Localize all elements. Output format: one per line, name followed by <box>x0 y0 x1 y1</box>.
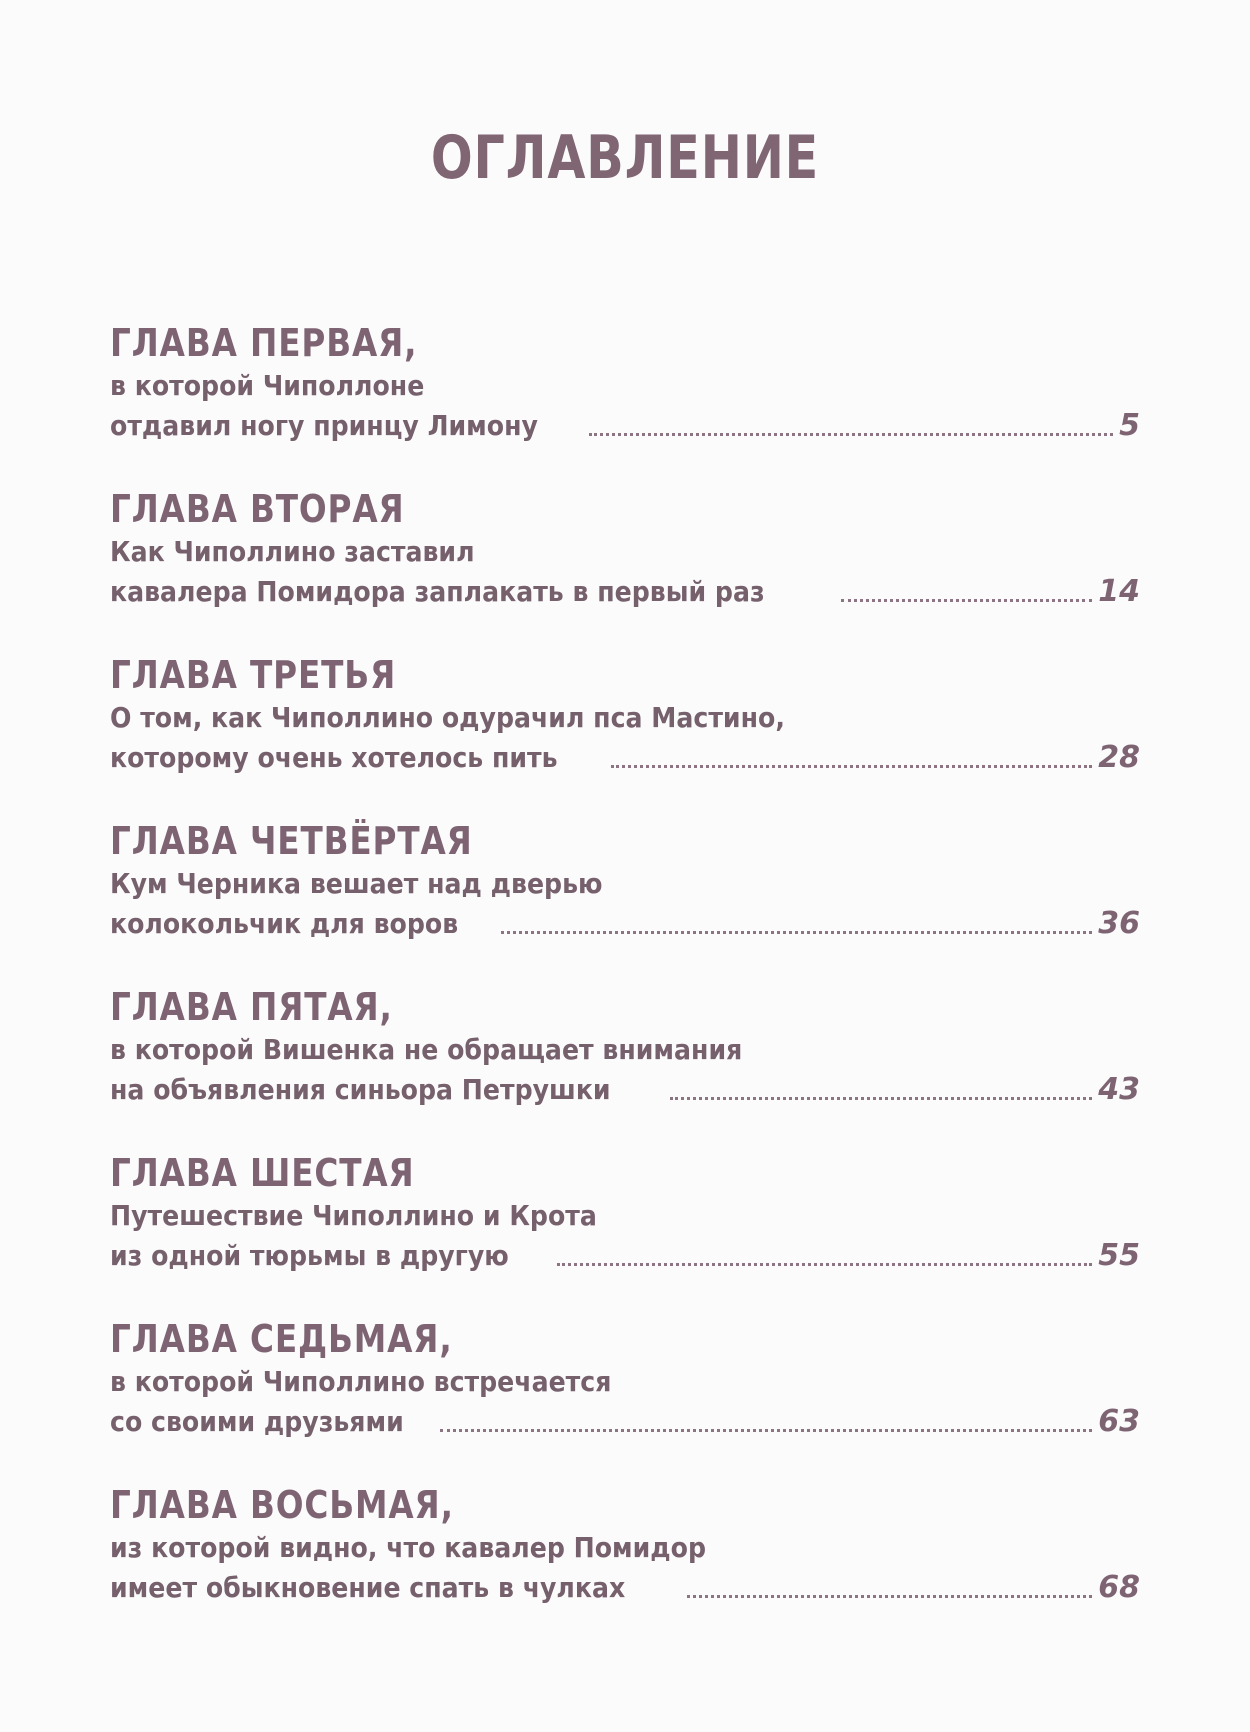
toc-entry <box>110 486 1140 652</box>
chapter-heading: ГЛАВА ШЕСТАЯ <box>110 1151 415 1195</box>
chapter-heading: ГЛАВА ПЕРВАЯ, <box>110 321 418 365</box>
toc-entry <box>110 1482 1140 1648</box>
chapter-heading: ГЛАВА ВТОРАЯ <box>110 487 405 531</box>
chapter-subtitle-line: в которой Чиполлино встречается <box>110 1365 612 1398</box>
dot-leader <box>440 1429 1092 1432</box>
page-number: 55 <box>1098 1238 1140 1273</box>
chapter-subtitle-line: Как Чиполлино заставил <box>110 535 475 568</box>
chapter-subtitle-text: на объявления синьора Петрушки <box>110 1073 611 1106</box>
chapter-subtitle-line: О том, как Чиполлино одурачил пса Мастино, <box>110 701 785 734</box>
chapter-subtitle-final-line <box>110 1070 1140 1110</box>
dot-leader <box>687 1595 1093 1598</box>
toc-entry <box>110 984 1140 1150</box>
chapter-heading: ГЛАВА ЧЕТВЁРТАЯ <box>110 819 473 863</box>
chapter-subtitle-text: колокольчик для воров <box>110 907 459 940</box>
chapter-subtitle-line: в которой Вишенка не обращает внимания <box>110 1033 743 1066</box>
page-number: 5 <box>1119 408 1140 443</box>
page-title: ОГЛАВЛЕНИЕ <box>430 123 820 193</box>
toc-entry <box>110 1316 1140 1482</box>
page-number: 14 <box>1098 574 1140 609</box>
dot-leader <box>611 765 1092 768</box>
chapter-subtitle-text: отдавил ногу принцу Лимону <box>110 409 538 442</box>
dot-leader <box>841 599 1092 602</box>
page-number: 68 <box>1098 1570 1140 1605</box>
chapter-subtitle-text: которому очень хотелось пить <box>110 741 558 774</box>
chapter-subtitle-line: из которой видно, что кавалер Помидор <box>110 1531 706 1564</box>
chapter-subtitle-text: из одной тюрьмы в другую <box>110 1239 509 1272</box>
chapter-subtitle-line: Кум Черника вешает над дверью <box>110 867 603 900</box>
toc-entry <box>110 320 1140 486</box>
dot-leader <box>670 1097 1092 1100</box>
chapter-heading: ГЛАВА ТРЕТЬЯ <box>110 653 397 697</box>
chapter-subtitle-final-line <box>110 738 1140 778</box>
chapter-subtitle-final-line <box>110 406 1140 446</box>
chapter-heading: ГЛАВА ВОСЬМАЯ, <box>110 1483 454 1527</box>
dot-leader <box>501 931 1092 934</box>
toc-entry <box>110 1150 1140 1316</box>
page-number: 28 <box>1098 740 1140 775</box>
chapter-subtitle-final-line <box>110 904 1140 944</box>
chapter-subtitle-final-line <box>110 1568 1140 1608</box>
chapter-heading: ГЛАВА ПЯТАЯ, <box>110 985 393 1029</box>
chapter-heading: ГЛАВА СЕДЬМАЯ, <box>110 1317 453 1361</box>
table-of-contents <box>110 320 1140 1648</box>
page-number: 63 <box>1098 1404 1140 1439</box>
chapter-subtitle-final-line <box>110 1402 1140 1442</box>
dot-leader <box>589 433 1113 436</box>
chapter-subtitle-text: кавалера Помидора заплакать в первый раз <box>110 575 765 608</box>
chapter-subtitle-final-line <box>110 572 1140 612</box>
chapter-subtitle-text: со своими друзьями <box>110 1405 404 1438</box>
chapter-subtitle-line: в которой Чиполлоне <box>110 369 425 402</box>
page-number: 36 <box>1098 906 1140 941</box>
page-number: 43 <box>1098 1072 1140 1107</box>
toc-entry <box>110 652 1140 818</box>
chapter-subtitle-final-line <box>110 1236 1140 1276</box>
chapter-subtitle-text: имеет обыкновение спать в чулках <box>110 1571 626 1604</box>
chapter-subtitle-line: Путешествие Чиполлино и Крота <box>110 1199 597 1232</box>
dot-leader <box>557 1263 1092 1266</box>
toc-entry <box>110 818 1140 984</box>
